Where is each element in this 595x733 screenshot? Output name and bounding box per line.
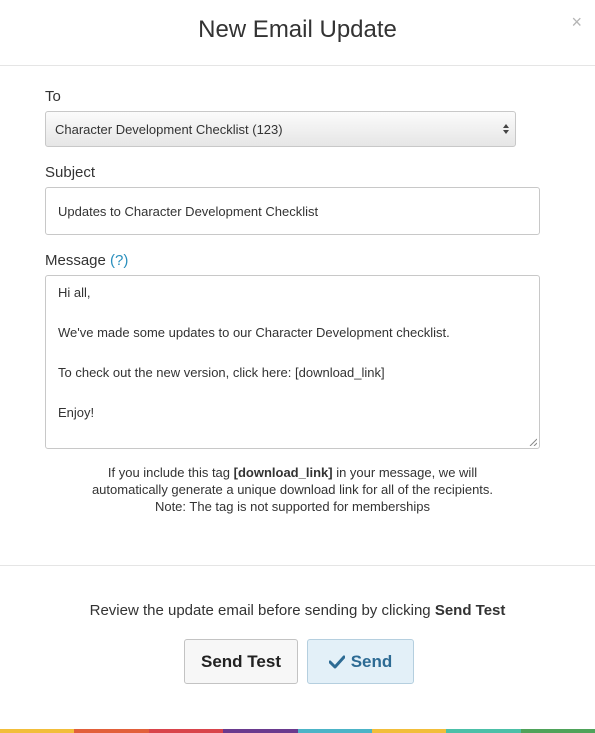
review-hint-action: Send Test: [434, 602, 506, 619]
message-textarea[interactable]: [45, 275, 540, 449]
send-button[interactable]: [307, 639, 414, 684]
send-test-button[interactable]: [184, 639, 298, 684]
brand-stripe-segment: [298, 729, 372, 733]
brand-stripe-segment: [149, 729, 223, 733]
brand-stripe-segment: [372, 729, 446, 733]
brand-stripe-segment: [446, 729, 520, 733]
send-button-label: Send: [350, 651, 393, 671]
brand-stripe-segment: [74, 729, 148, 733]
brand-stripe-segment: [521, 729, 595, 733]
brand-stripe: [0, 729, 595, 733]
message-help-link[interactable]: (?): [110, 252, 129, 269]
subject-label: Subject: [45, 164, 96, 181]
to-label: To: [45, 88, 61, 105]
download-tag-note-line-2: automatically generate a unique download link for all of the recipients.: [91, 482, 494, 497]
subject-input[interactable]: [45, 187, 540, 235]
check-icon: [329, 655, 345, 669]
close-icon[interactable]: ×: [571, 12, 582, 32]
brand-stripe-segment: [223, 729, 297, 733]
download-tag-note-line-1: [45, 465, 540, 480]
recipient-select-value: Character Development Checklist (123): [55, 122, 283, 137]
modal-header: [0, 0, 595, 66]
review-hint-text: Review the update email before sending by clicking: [89, 602, 435, 619]
send-test-button-label: Send Test: [201, 651, 281, 671]
recipient-select[interactable]: [45, 111, 516, 147]
message-line: We've made some updates to our Character Development checklist.: [58, 325, 450, 340]
subject-input-value: Updates to Character Development Checklist: [58, 204, 319, 219]
select-arrows-icon: [502, 121, 510, 137]
resize-grip-icon[interactable]: [529, 438, 537, 446]
review-hint: [0, 602, 595, 619]
brand-stripe-segment: [0, 729, 74, 733]
modal-title: New Email Update: [198, 16, 397, 43]
note-text: If you include this tag: [107, 465, 234, 480]
footer-divider: [0, 565, 595, 566]
download-link-tag: [download_link]: [233, 465, 333, 480]
message-line: To check out the new version, click here: [download_link]: [58, 365, 385, 380]
note-text: in your message, we will: [332, 465, 478, 480]
message-label: [45, 252, 128, 269]
message-line: Enjoy!: [58, 405, 95, 420]
message-line: Hi all,: [58, 285, 91, 300]
message-label-text: Message: [45, 252, 106, 269]
download-tag-note-line-3: Note: The tag is not supported for memberships: [154, 499, 431, 514]
